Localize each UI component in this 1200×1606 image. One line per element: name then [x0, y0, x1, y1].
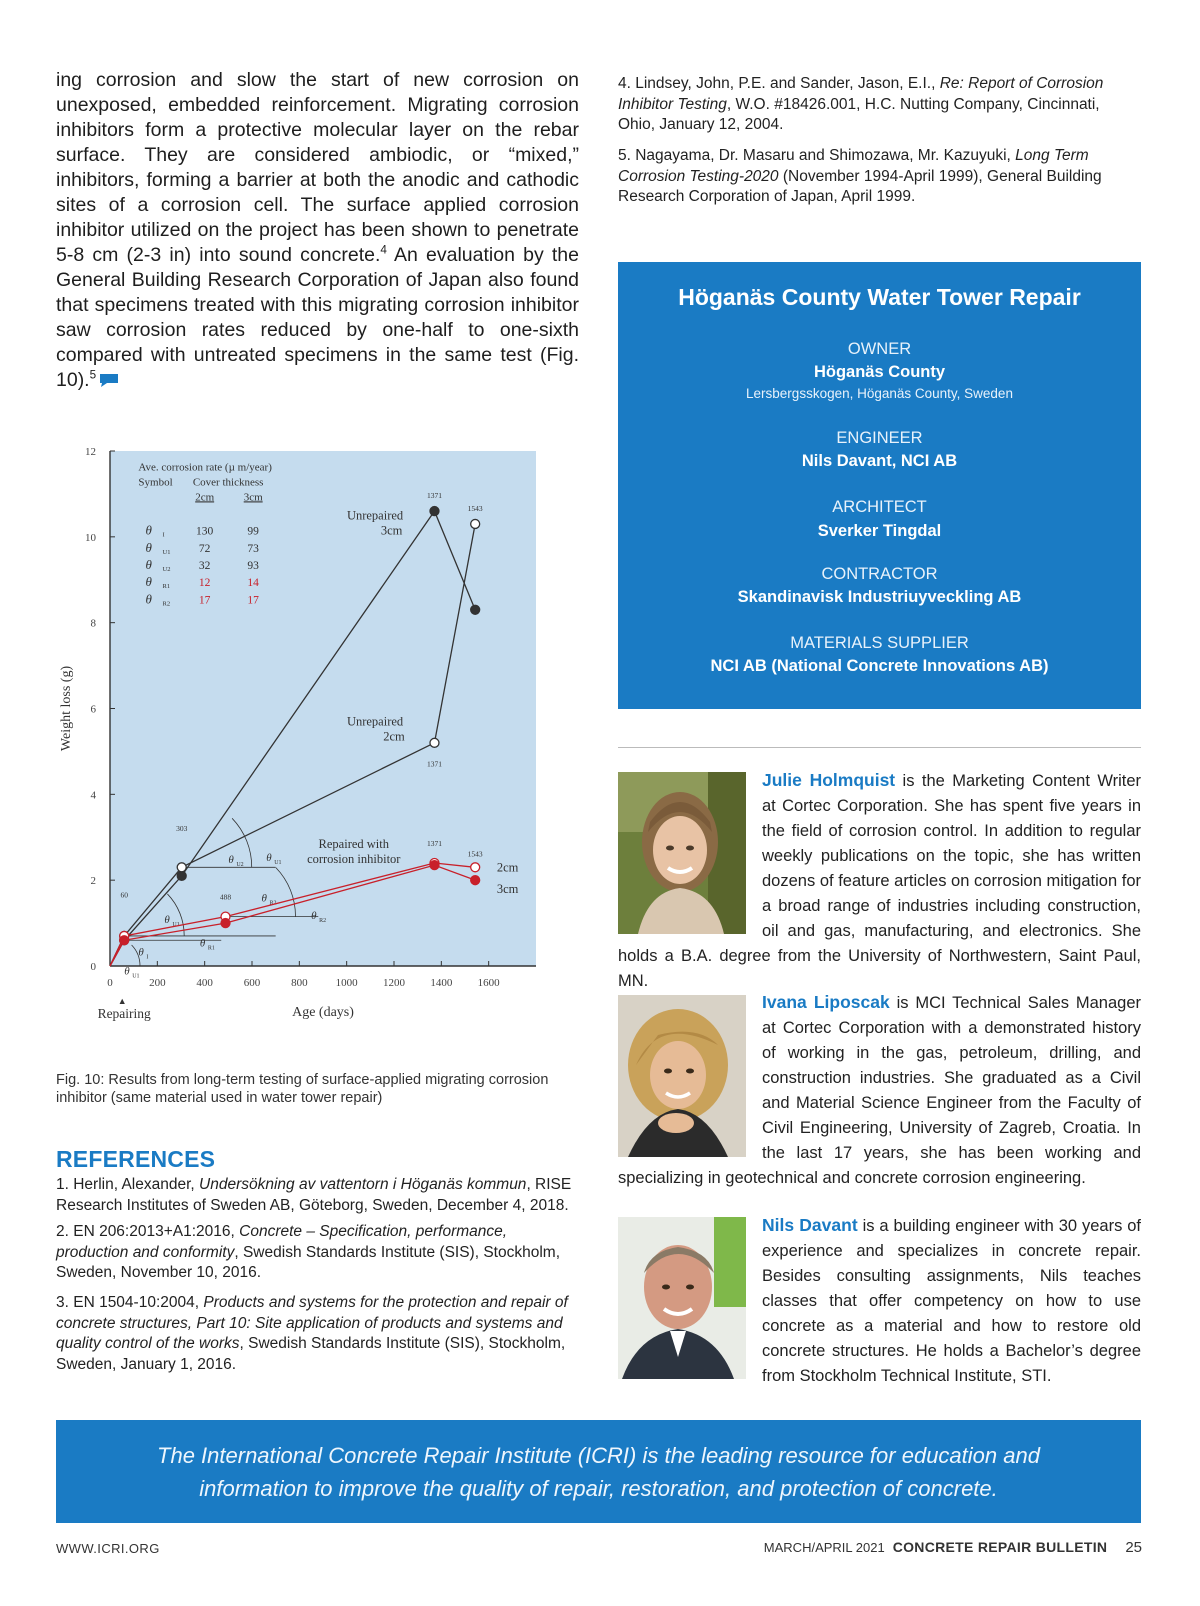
- x-tick-label: 800: [291, 977, 308, 989]
- chart-annotation: 488: [219, 892, 232, 902]
- footer-issue: MARCH/APRIL 2021: [763, 1540, 885, 1555]
- legend-symbol: θ: [145, 574, 152, 590]
- project-info-box: [618, 262, 1141, 709]
- plot-background: [110, 451, 536, 966]
- chart-annotation: Repaired with: [318, 836, 390, 851]
- chart-annotation: 1371: [426, 759, 442, 769]
- chart-annotation: Unrepaired: [346, 714, 404, 729]
- repairing-label: Repairing: [97, 1006, 151, 1021]
- chart-svg: [56, 445, 556, 1045]
- angle-label: θ: [199, 937, 206, 950]
- legend-2cm-value: 72: [198, 542, 211, 555]
- data-point: [471, 519, 480, 528]
- repairing-marker: ▲: [117, 996, 127, 1006]
- data-point: [430, 738, 439, 747]
- y-tick-label: 4: [90, 789, 96, 802]
- y-axis-label: Weight loss (g): [59, 665, 74, 752]
- speech-bubble-icon: [99, 370, 119, 385]
- figure-10-chart: [56, 445, 556, 1045]
- reference-5: 5. Nagayama, Dr. Masaru and Shimozawa, Mr. Kazuyuki, Long Term Corrosion Testing-2020 (November 1994-April 1999), General Building Research Corporation of Japan, April 1999.: [618, 147, 1102, 205]
- angle-label-subscript: U2: [236, 862, 244, 868]
- y-tick-label: 8: [90, 617, 96, 630]
- angle-label-subscript: U1: [132, 973, 140, 980]
- angle-label: θ: [164, 914, 170, 927]
- legend-symbol: θ: [145, 591, 152, 607]
- bio-name: Ivana Liposcak: [762, 992, 890, 1012]
- y-tick-label: 12: [85, 446, 96, 458]
- reference-2: 2. EN 206:2013+A1:2016, Concrete – Specification, performance, production and conformity, Swedish Standards Institute (SIS), Stockholm, Sweden, November 10, 2016.: [56, 1223, 561, 1281]
- legend-cover-header: Cover thickness: [192, 476, 264, 489]
- legend-2cm-value: 12: [198, 577, 211, 590]
- y-tick-label: 6: [90, 703, 96, 716]
- project-title: Höganäs County Water Tower Repair: [678, 284, 1081, 310]
- bio-julie: Julie Holmquist is the Marketing Content Writer at Cortec Corporation. She has spent five years in the field of corrosion control. In addition to regular weekly publications on the topic, she has written dozens of feature articles on corrosion mitigation for a broad range of industries including construction, oil and gas, manufacturing, and electronics. She holds a B.A. degree from the University of Northwestern, Saint Paul, MN.: [618, 770, 1142, 990]
- x-tick-label: 200: [149, 977, 166, 989]
- angle-label: θ: [228, 854, 234, 866]
- chart-annotation: 3cm: [380, 523, 403, 538]
- angle-label-subscript: R1: [207, 945, 215, 952]
- reference-4: 4. Lindsey, John, P.E. and Sander, Jason, E.I., Re: Report of Corrosion Inhibitor Testing, W.O. #18426.001, H.C. Nutting Company, Cincinnati, Ohio, January 12, 2004.: [618, 75, 1104, 133]
- footer-publication: CONCRETE REPAIR BULLETIN: [892, 1539, 1108, 1555]
- banner-text: The International Concrete Repair Institute (ICRI) is the leading resource for education and information to improve the quality of repair, restoration, and protection of concrete.: [157, 1443, 1040, 1501]
- engineer-label: ENGINEER: [836, 429, 923, 447]
- legend-title: Ave. corrosion rate (µ m/year): [138, 461, 272, 474]
- legend-3cm-value: 14: [247, 577, 259, 590]
- engineer-name: Nils Davant, NCI AB: [801, 452, 958, 470]
- footer-issue-info: [764, 1539, 1142, 1556]
- chart-annotation: 1543: [467, 504, 483, 514]
- supplier-label: MATERIALS SUPPLIER: [790, 634, 969, 652]
- data-point: [177, 863, 186, 872]
- legend-symbol-subscript: R1: [162, 583, 171, 591]
- references-heading: REFERENCES: [56, 1146, 216, 1172]
- chart-annotation: 3cm: [496, 882, 519, 897]
- data-point: [471, 605, 480, 614]
- legend-symbol-subscript: R2: [162, 600, 171, 608]
- data-point: [430, 507, 439, 516]
- contractor-label: CONTRACTOR: [821, 565, 938, 583]
- x-tick-label: 1600: [477, 977, 500, 989]
- owner-label: OWNER: [847, 340, 912, 358]
- chart-annotation: 1371: [426, 491, 442, 501]
- x-axis-label: Age (days): [292, 1005, 354, 1020]
- owner-location: Lersbergsskogen, Höganäs County, Sweden: [746, 386, 1013, 401]
- x-tick-label: 1000: [335, 977, 358, 989]
- bio-ivana: Ivana Liposcak is MCI Technical Sales Manager at Cortec Corporation with a demonstrated history of working in the gas, petroleum, drilling, and construction industries. She graduated as a Civil and Material Science Engineer from the Faculty of Civil Engineering, University of Zagreb, Croatia. In the last 17 years, she has been working and specializing in geotechnical and concrete corrosion engineering.: [618, 992, 1141, 1187]
- x-tick-label: 1200: [383, 977, 405, 989]
- section-divider: [618, 747, 1141, 748]
- chart-annotation: 1371: [426, 838, 442, 848]
- angle-label-subscript: U1: [274, 859, 282, 866]
- chart-annotation: 303: [176, 823, 188, 833]
- legend-symbol-subscript: U1: [162, 548, 171, 556]
- footer-website[interactable]: WWW.ICRI.ORG: [56, 1541, 160, 1556]
- data-point: [471, 876, 480, 885]
- chart-annotation: 2cm: [496, 860, 519, 875]
- chart-annotation: Unrepaired: [346, 508, 404, 523]
- figure-caption: Fig. 10: Results from long-term testing of surface-applied migrating corrosion inhibitor (same material used in water tower repair): [56, 1072, 549, 1106]
- bio-nils: Nils Davant is a building engineer with 30 years of experience and specializes in concrete repair. Besides consulting assignments, Nils teaches classes that offer competency on how to use concrete as a material and how to restore old concrete structures. He holds a Bachelor’s degree from Stockholm Technical Institute, STI.: [762, 1215, 1142, 1385]
- contractor-name: Skandinavisk Industriuyveckling AB: [737, 588, 1022, 606]
- angle-label: θ: [261, 892, 267, 905]
- y-tick-label: 2: [90, 875, 96, 888]
- angle-label: θ: [311, 909, 317, 922]
- legend-3cm-value: 99: [247, 525, 259, 538]
- legend-2cm-value: 17: [198, 594, 211, 607]
- chart-annotation: 1543: [467, 849, 483, 859]
- angle-label: θ: [138, 946, 144, 959]
- y-tick-label: 0: [90, 961, 96, 973]
- legend-3cm-value: 73: [247, 542, 259, 555]
- legend-2cm-value: 130: [196, 525, 214, 538]
- angle-label-subscript: R2: [319, 917, 327, 924]
- bio-name: Julie Holmquist: [762, 770, 896, 790]
- chart-annotation: 2cm: [383, 729, 405, 744]
- data-point: [471, 863, 480, 872]
- legend-symbol-header: Symbol: [138, 476, 173, 489]
- legend-symbol: θ: [145, 557, 152, 573]
- legend-3cm-value: 17: [247, 594, 259, 607]
- legend-symbol: θ: [145, 522, 152, 538]
- data-point: [120, 936, 129, 945]
- angle-label-subscript: R2: [269, 900, 277, 907]
- chart-annotation: 60: [120, 890, 128, 900]
- legend-symbol-subscript: I: [162, 531, 165, 539]
- page-number: 25: [1125, 1539, 1142, 1556]
- supplier-name: NCI AB (National Concrete Innovations AB): [710, 657, 1049, 675]
- data-point: [221, 919, 230, 928]
- legend-3cm-header: 3cm: [243, 491, 263, 504]
- legend-2cm-value: 32: [198, 560, 211, 573]
- legend-2cm-header: 2cm: [195, 491, 215, 504]
- legend-3cm-value: 93: [247, 560, 259, 573]
- x-tick-label: 1400: [430, 977, 453, 989]
- legend-symbol-subscript: U2: [162, 566, 171, 574]
- data-point: [430, 861, 439, 870]
- bio-name: Nils Davant: [762, 1215, 858, 1235]
- x-tick-label: 600: [243, 977, 261, 989]
- angle-label-subscript: I: [146, 954, 149, 961]
- legend-symbol: θ: [145, 539, 152, 555]
- icri-banner: [56, 1420, 1141, 1523]
- y-tick-label: 10: [85, 531, 96, 544]
- body-paragraph: ing corrosion and slow the start of new corrosion on unexposed, embedded reinforcement. Migrating corrosion inhibitors form a protective molecular layer on the rebar surface. They are considered ambiodic, or “mixed,” inhibitors, forming a barrier at both the anodic and cathodic sites of a corrosion cell. The surface applied corrosion inhibitor utilized on the project has been shown to penetrate 5-8 cm (2-3 in) into sound concrete.$^4$ An evaluation by the General Building Research Corporation of Japan also found that specimens treated with this migrating corrosion inhibitor saw corrosion rates reduced by one-half to one-sixth compared with untreated specimens in the same test (Fig. 10).$^5$: [56, 69, 580, 391]
- x-tick-label: 400: [196, 977, 213, 989]
- reference-1: 1. Herlin, Alexander, Undersökning av vattentorn i Höganäs kommun, RISE Research Institutes of Sweden AB, Göteborg, Sweden, December 4, 2018.: [56, 1176, 572, 1214]
- chart-annotation: corrosion inhibitor: [307, 852, 401, 866]
- angle-label-subscript: U1: [172, 922, 180, 929]
- angle-label: θ: [124, 965, 130, 978]
- owner-name: Höganäs County: [813, 363, 946, 381]
- architect-label: ARCHITECT: [832, 498, 927, 516]
- x-tick-label: 0: [107, 977, 113, 989]
- data-point: [177, 871, 186, 880]
- angle-label: θ: [266, 851, 272, 864]
- architect-name: Sverker Tingdal: [817, 522, 942, 540]
- reference-3: 3. EN 1504-10:2004, Products and systems for the protection and repair of concrete structures, Part 10: Site application of products and systems and quality control of the works, Swedish Standards Institute (SIS), Stockholm, Sweden, January 1, 2016.: [56, 1294, 568, 1373]
